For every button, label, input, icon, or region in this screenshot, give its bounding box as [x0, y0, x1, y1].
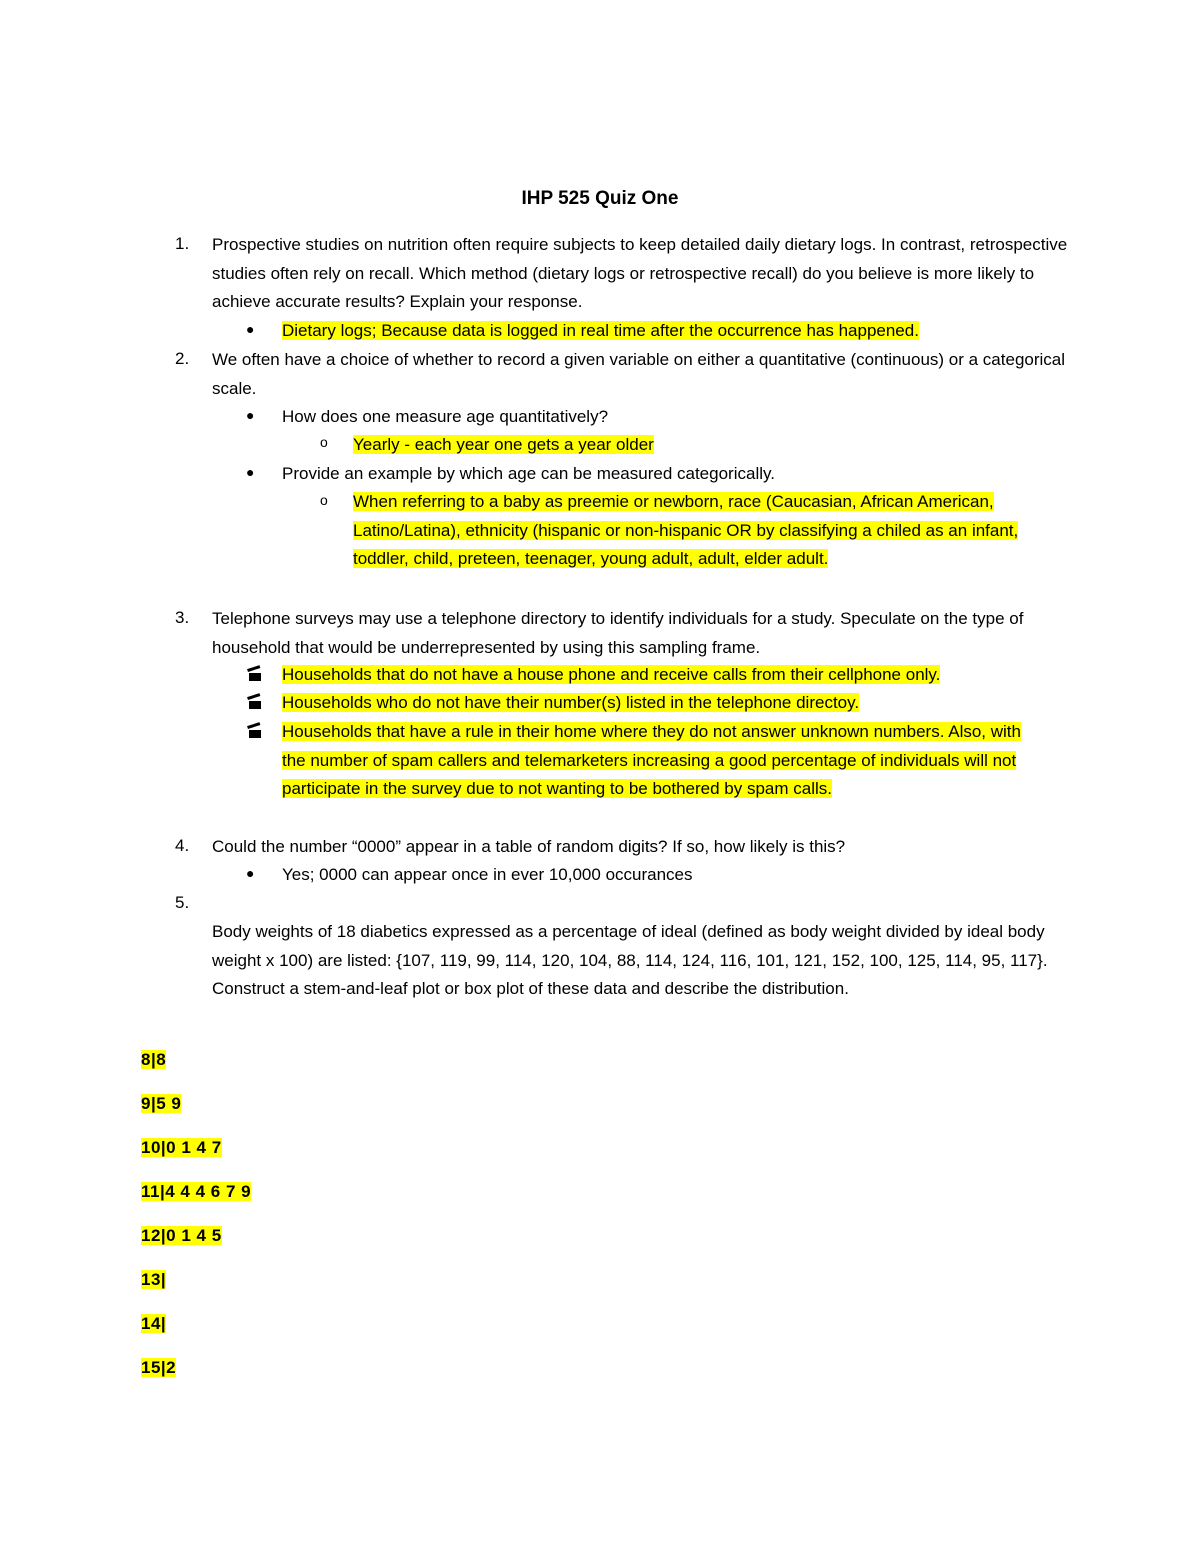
stem-leaf-text: 8|8: [141, 1050, 167, 1069]
stem-leaf-text: 10|0 1 4 7: [141, 1138, 222, 1157]
question-number: 4.: [175, 836, 190, 855]
question-number: 1.: [175, 234, 190, 253]
question-text: Telephone surveys may use a telephone directory to identify individuals for a study. Speculate on the type of household that would be underrepresented by using this sampling frame.: [212, 609, 1024, 657]
stem-leaf-text: 14|: [141, 1314, 167, 1333]
bullet-icon: ●: [246, 321, 255, 337]
answer-text: [353, 488, 1053, 574]
page-title: IHP 525 Quiz One: [521, 188, 679, 209]
sub-question-text: How does one measure age quantitatively?: [282, 407, 609, 426]
clapperboard-icon: [248, 725, 262, 741]
answer-text: [282, 317, 1072, 346]
stem-leaf-row: [141, 1138, 222, 1158]
stem-leaf-text: 9|5 9: [141, 1094, 182, 1113]
stem-leaf-text: 11|4 4 4 6 7 9: [141, 1182, 252, 1201]
highlighted-answer: When referring to a baby as preemie or newborn, race (Caucasian, African American, Latino/Latina), ethnicity (hispanic or non-hispanic OR by classifying a chiled as an infant, toddler, child, preteen, teenager, young adult, adult, elder adult.: [353, 492, 1019, 569]
answer-text: [353, 431, 1073, 460]
stem-leaf-row: [141, 1358, 176, 1378]
highlighted-answer: Households who do not have their number(s) listed in the telephone directoy.: [282, 693, 860, 712]
highlighted-answer: Yearly - each year one gets a year older: [353, 435, 654, 454]
answer-text: [282, 661, 1072, 690]
stem-leaf-row: [141, 1314, 166, 1334]
question-text: We often have a choice of whether to record a given variable on either a quantitative (continuous) or a categorical scale.: [212, 350, 1066, 398]
sub-bullet-icon: o: [320, 492, 328, 508]
stem-leaf-text: 13|: [141, 1270, 167, 1289]
clapperboard-icon: [248, 696, 262, 712]
stem-leaf-row: [141, 1050, 166, 1070]
highlighted-answer: Dietary logs; Because data is logged in real time after the occurrence has happened.: [282, 321, 919, 340]
answer-text: [282, 718, 1042, 804]
stem-leaf-row: [141, 1270, 166, 1290]
stem-leaf-row: [141, 1182, 251, 1202]
sub-question-text: Provide an example by which age can be measured categorically.: [282, 464, 775, 483]
sub-bullet-icon: o: [320, 434, 328, 450]
question-number: 3.: [175, 608, 190, 627]
highlighted-answer: Households that do not have a house phone and receive calls from their cellphone only.: [282, 665, 941, 684]
stem-leaf-row: [141, 1226, 222, 1246]
clapperboard-icon: [248, 668, 262, 684]
stem-leaf-text: 12|0 1 4 5: [141, 1226, 222, 1245]
stem-leaf-text: 15|2: [141, 1358, 177, 1377]
question-text: Body weights of 18 diabetics expressed as a percentage of ideal (defined as body weight divided by ideal body weight x 100) are listed: {107, 119, 99, 114, 120, 104, 88, 114, 124, 116, 101, 121, 152, 100, 125, 114, 95, 117}. Construct a stem-and-leaf plot or box plot of these data and describe the distribution.: [212, 922, 1048, 999]
answer-text: [282, 689, 1072, 718]
answer-text: Yes; 0000 can appear once in ever 10,000 occurances: [282, 865, 693, 884]
bullet-icon: ●: [246, 464, 255, 480]
question-number: 5.: [175, 893, 190, 912]
stem-leaf-row: [141, 1094, 181, 1114]
highlighted-answer: Households that have a rule in their home where they do not answer unknown numbers. Also, with the number of spam callers and telemarketers increasing a good percentage of individuals will not participate in the survey due to not wanting to be bothered by spam calls.: [282, 722, 1021, 799]
question-number: 2.: [175, 349, 190, 368]
question-text: Prospective studies on nutrition often require subjects to keep detailed daily dietary logs. In contrast, retrospective studies often rely on recall. Which method (dietary logs or retrospective recall) do you believe is more likely to achieve accurate results? Explain your response.: [212, 235, 1068, 312]
question-text: Could the number “0000” appear in a table of random digits? If so, how likely is this?: [212, 837, 846, 856]
bullet-icon: ●: [246, 407, 255, 423]
bullet-icon: ●: [246, 865, 255, 881]
